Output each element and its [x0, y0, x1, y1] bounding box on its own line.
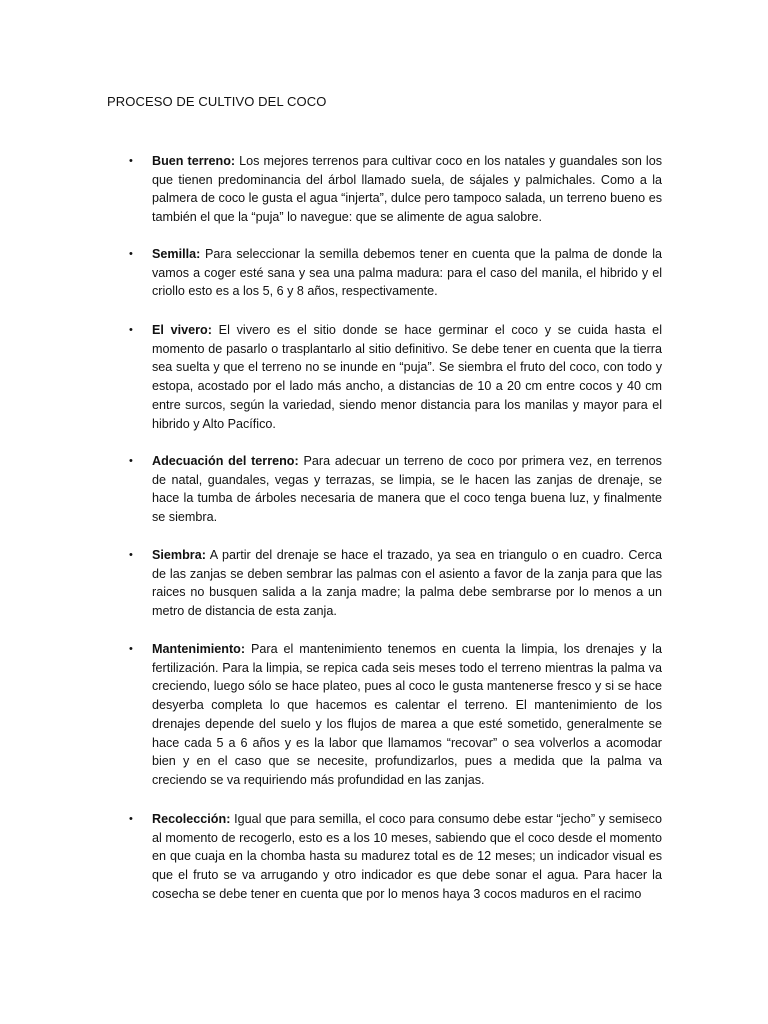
bullet-icon: •	[129, 643, 133, 655]
item-text: Igual que para semilla, el coco para consumo debe estar “jecho” y semiseco al momento de recogerlo, esto es a los 10 meses, sabiendo que el coco desde el momento en que cuaja en la chomba hasta su madurez total es de 12 meses; un indicador visual es que el fruto se va arrugando y otro indicador es que debe sonar el agua. Para hacer la cosecha se debe tener en cuenta que por lo menos haya 3 cocos maduros en el racimo	[152, 812, 662, 901]
item-term: Siembra:	[152, 548, 206, 562]
item-text: El vivero es el sitio donde se hace germinar el coco y se cuida hasta el momento de pasarlo o trasplantarlo al sitio definitivo. Se debe tener en cuenta que la tierra sea suelta y que el terreno no se inunde en “puja”. Se siembra el fruto del coco, con todo y estopa, acostado por el lado más ancho, a distancias de 10 a 20 cm entre cocos y 40 cm entre surcos, según la variedad, siendo menor distancia para los manilas y mayor para el hibrido y Alto Pacífico.	[152, 323, 662, 431]
item-text: Los mejores terrenos para cultivar coco en los natales y guandales son los que tienen predominancia del árbol llamado suela, de sájales y palmichales. Como a la palmera de coco le gusta el agua “injerta”, dulce pero tampoco salada, un terreno bueno es también el que la “puja” lo navegue: que se alimente de agua salobre.	[152, 154, 662, 225]
item-term: Adecuación del terreno:	[152, 454, 299, 468]
bullet-icon: •	[129, 813, 133, 825]
item-paragraph	[152, 810, 662, 904]
item-text: Para el mantenimiento tenemos en cuenta la limpia, los drenajes y la fertilización. Para la limpia, se repica cada seis meses todo el terreno mientras la palma va creciendo, luego sólo se hace plateo, pues al coco le gusta mantenerse fresco y si se hace desyerba completa lo que hacemos es calentar el terreno. El mantenimiento de los drenajes depende del suelo y los flujos de marea a que esté sometido, generalmente se hace cada 5 a 6 años y es la labor que llamamos “recovar” o sea volverlos a acomodar bien y en el caso que se necesite, profundizarlos, pues a medida que la palma va creciendo se va requiriendo más profundidad en las zanjas.	[152, 642, 662, 787]
item-paragraph	[152, 452, 662, 527]
item-term: Recolección:	[152, 812, 231, 826]
item-paragraph	[152, 640, 662, 790]
item-term: Mantenimiento:	[152, 642, 246, 656]
item-paragraph	[152, 152, 662, 227]
item-paragraph	[152, 245, 662, 301]
item-term: Semilla:	[152, 247, 201, 261]
bullet-icon: •	[129, 549, 133, 561]
document-title: PROCESO DE CULTIVO DEL COCO	[107, 94, 327, 109]
item-term: Buen terreno:	[152, 154, 236, 168]
item-text: Para adecuar un terreno de coco por primera vez, en terrenos de natal, guandales, vegas y terrazas, se limpia, se le hacen las zanjas de drenaje, se hace la tumba de árboles necesaria de manera que el coco tenga buena luz, y finalmente se siembra.	[152, 454, 662, 525]
bullet-icon: •	[129, 248, 133, 260]
item-paragraph	[152, 546, 662, 621]
item-text: Para seleccionar la semilla debemos tener en cuenta que la palma de donde la vamos a coger esté sana y sea una palma madura: para el caso del manila, el hibrido y el criollo esto es a los 5, 6 y 8 años, respectivamente.	[152, 247, 662, 299]
bullet-icon: •	[129, 455, 133, 467]
bullet-icon: •	[129, 155, 133, 167]
bullet-icon: •	[129, 324, 133, 336]
item-term: El vivero:	[152, 323, 212, 337]
item-paragraph	[152, 321, 662, 433]
item-text: A partir del drenaje se hace el trazado, ya sea en triangulo o en cuadro. Cerca de las zanjas se deben sembrar las palmas con el asiento a favor de la zanja para que las raices no busquen salida a la zanja madre; la palma debe sembrarse por lo menos a un metro de distancia de esta zanja.	[152, 548, 662, 619]
